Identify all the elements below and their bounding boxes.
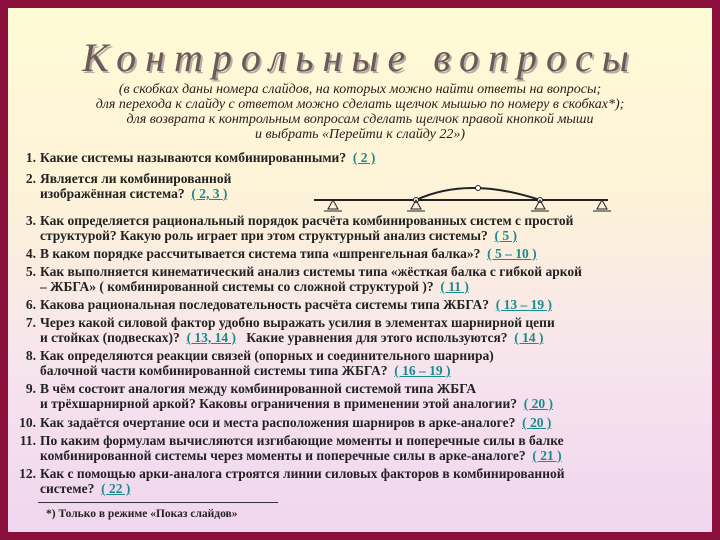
slide-link[interactable]: ( 5 ) [494, 228, 518, 243]
question-text: Какие системы называются комбинированными? [40, 150, 347, 165]
question-11 [14, 433, 564, 463]
slide-link[interactable]: ( 13, 14 ) [186, 330, 237, 345]
question-number: 8. [25, 348, 36, 363]
slide-link[interactable]: ( 16 – 19 ) [394, 363, 451, 378]
question-number: 2. [25, 171, 36, 186]
subtitle-line-1: (в скобках даны номера слайдов, на которых можно найти ответы на вопросы; [118, 82, 602, 97]
question-5 [14, 264, 582, 294]
question-text: комбинированной системы через моменты и поперечные силы в арке-аналоге? [40, 448, 526, 463]
slide-link[interactable]: ( 2 ) [352, 150, 376, 165]
question-text: системе? [40, 481, 95, 496]
question-text: В чём состоит аналогия между комбинированной системой типа ЖБГА [40, 381, 477, 396]
support-left [324, 200, 342, 211]
question-text: По каким формулам вычисляются изгибающие моменты и поперечные силы в балке [40, 433, 564, 448]
question-6 [14, 297, 552, 312]
question-text: Как с помощью арки-аналога строятся линии силовых факторов в комбинированной [40, 466, 565, 481]
hinge-crown [476, 186, 481, 191]
question-2 [14, 171, 231, 201]
question-9 [14, 381, 553, 411]
question-4 [14, 246, 537, 261]
question-3 [14, 213, 573, 243]
footnote-divider [38, 502, 278, 503]
question-number: 6. [25, 297, 36, 312]
question-text: Как определяется рациональный порядок расчёта комбинированных систем с простой [40, 213, 574, 228]
question-number: 5. [25, 264, 36, 279]
slide-link[interactable]: ( 22 ) [101, 481, 131, 496]
slide-subtitle [8, 82, 712, 142]
question-10 [14, 415, 551, 430]
question-text: Как выполняется кинематический анализ системы типа «жёсткая балка с гибкой аркой [40, 264, 582, 279]
question-number: 10. [19, 415, 36, 430]
slide-link[interactable]: ( 20 ) [522, 415, 552, 430]
question-number: 9. [25, 381, 36, 396]
question-text: Через какой силовой фактор удобно выражать усилия в элементах шарнирной цепи [40, 315, 555, 330]
question-text: – ЖБГА» ( комбинированной системы со сложной структурой )? [40, 279, 434, 294]
slide-link[interactable]: ( 14 ) [514, 330, 544, 345]
question-text: Является ли комбинированной [40, 171, 232, 186]
slide-link[interactable]: ( 20 ) [523, 396, 553, 411]
question-number: 3. [25, 213, 36, 228]
question-text: В каком порядке рассчитывается система типа «шпренгельная балка»? [40, 246, 481, 261]
slide-link[interactable]: ( 11 ) [440, 279, 469, 294]
question-number: 12. [19, 466, 36, 481]
slide-link[interactable]: ( 21 ) [532, 448, 562, 463]
question-text: Какие уравнения для этого используются? [246, 330, 508, 345]
subtitle-line-3: для возврата к контрольным вопросам сделать щелчок правой кнопкой мыши [126, 112, 594, 127]
question-text: и трёхшарнирной аркой? Каковы ограничения в применении этой аналогии? [40, 396, 517, 411]
slide-link[interactable]: ( 13 – 19 ) [495, 297, 552, 312]
question-text: балочной части комбинированной системы типа ЖБГА? [40, 363, 388, 378]
question-1 [14, 150, 375, 165]
question-text: структурой? Какую роль играет при этом структурный анализ системы? [40, 228, 488, 243]
question-text: Какова рациональная последовательность расчёта системы типа ЖБГА? [40, 297, 489, 312]
subtitle-line-2: для перехода к слайду с ответом можно сделать щелчок мышью по номеру в скобках*); [95, 97, 625, 112]
question-text: и стойках (подвесках)? [40, 330, 180, 345]
question-number: 1. [25, 150, 36, 165]
question-number: 7. [25, 315, 36, 330]
question-text: изображённая система? [40, 186, 185, 201]
question-7 [14, 315, 555, 345]
slide-link[interactable]: ( 2, 3 ) [191, 186, 228, 201]
subtitle-line-4: и выбрать «Перейти к слайду 22») [254, 127, 466, 142]
footnote: *) Только в режиме «Показ слайдов» [46, 508, 238, 520]
question-8 [14, 348, 494, 378]
slide [8, 8, 712, 532]
question-number: 4. [25, 246, 36, 261]
slide-link[interactable]: ( 5 – 10 ) [487, 246, 537, 261]
question-number: 11. [19, 433, 36, 448]
support-right [593, 200, 611, 211]
structure-diagram [308, 178, 628, 218]
slide-title: Контрольные вопросы [82, 35, 638, 80]
question-text: Как задаётся очертание оси и места расположения шарниров в арке-аналоге? [40, 415, 516, 430]
question-text: Как определяются реакции связей (опорных и соединительного шарнира) [40, 348, 494, 363]
question-12 [14, 466, 565, 496]
